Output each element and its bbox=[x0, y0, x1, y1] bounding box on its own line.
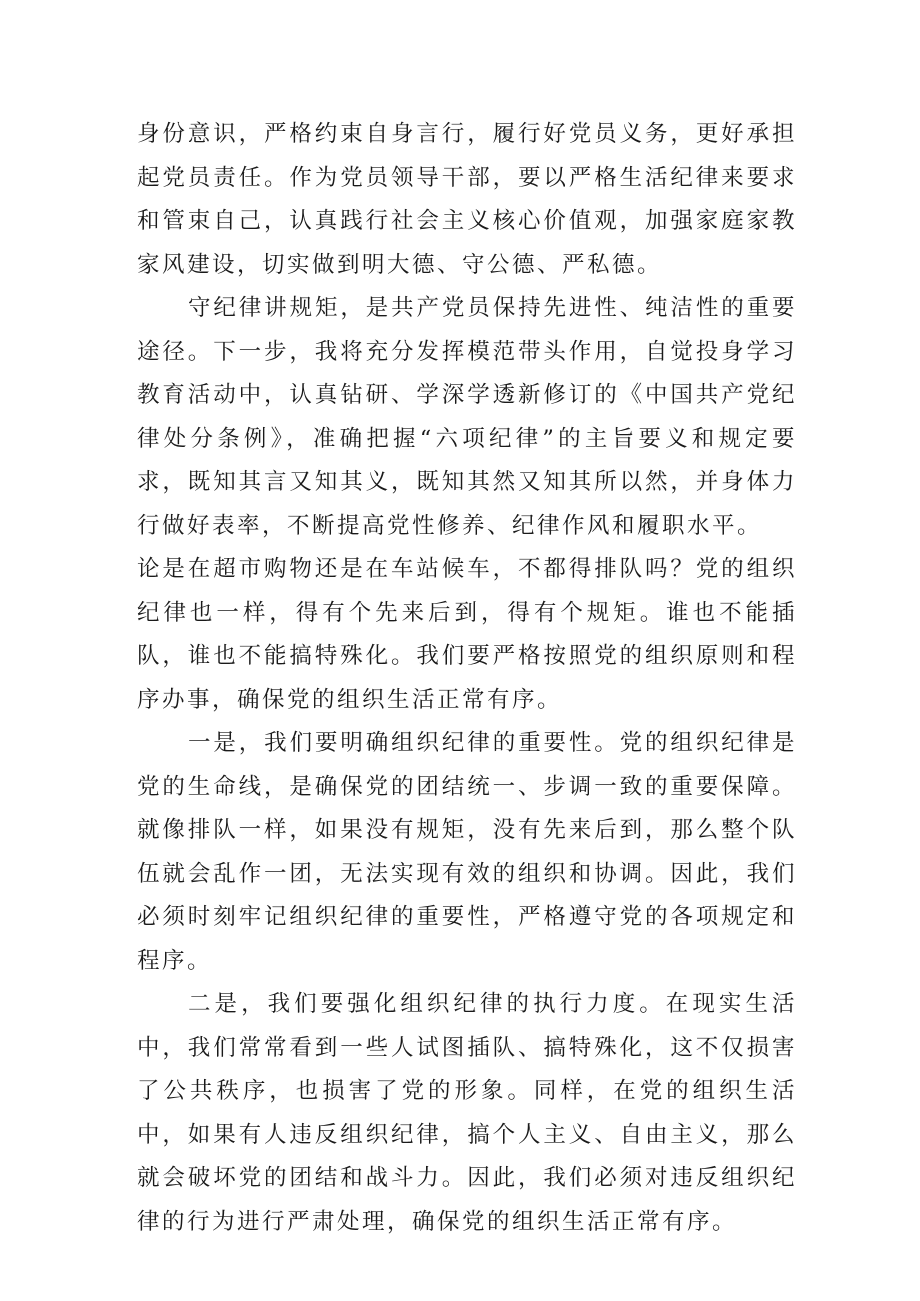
paragraph-5: 二是，我们要强化组织纪律的执行力度。在现实生活中，我们常常看到一些人试图插队、搞特殊化，这不仅损害了公共秩序，也损害了党的形象。同样，在党的组织生活中，如果有人违反组织纪律，搞个人主义、自由主义，那么就会破坏党的团结和战斗力。因此，我们必须对违反组织纪律的行为进行严肃处理，确保党的组织生活正常有序。 bbox=[137, 991, 797, 1235]
paragraph-1: 身份意识，严格约束自身言行，履行好党员义务，更好承担起党员责任。作为党员领导干部，要以严格生活纪律来要求和管束自己，认真践行社会主义核心价值观，加强家庭家教家风建设，切实做到明大德、守公德、严私德。 bbox=[137, 121, 797, 278]
paragraph-2: 守纪律讲规矩，是共产党员保持先进性、纯洁性的重要途径。下一步，我将充分发挥模范带头作用，自觉投身学习教育活动中，认真钻研、学深学透新修订的《中国共产党纪律处分条例》，准确把握“六项纪律”的主旨要义和规定要求，既知其言又知其义，既知其然又知其所以然，并身体力行做好表率，不断提高党性修养、纪律作风和履职水平。 bbox=[137, 295, 797, 539]
paragraph-4: 一是，我们要明确组织纪律的重要性。党的组织纪律是党的生命线，是确保党的团结统一、步调一致的重要保障。就像排队一样，如果没有规矩，没有先来后到，那么整个队伍就会乱作一团，无法实现有效的组织和协调。因此，我们必须时刻牢记组织纪律的重要性，严格遵守党的各项规定和程序。 bbox=[137, 730, 797, 974]
paragraph-3: 论是在超市购物还是在车站候车，不都得排队吗？党的组织纪律也一样，得有个先来后到，得有个规矩。谁也不能插队，谁也不能搞特殊化。我们要严格按照党的组织原则和程序办事，确保党的组织生活正常有序。 bbox=[137, 556, 797, 713]
document-body bbox=[137, 113, 797, 1244]
